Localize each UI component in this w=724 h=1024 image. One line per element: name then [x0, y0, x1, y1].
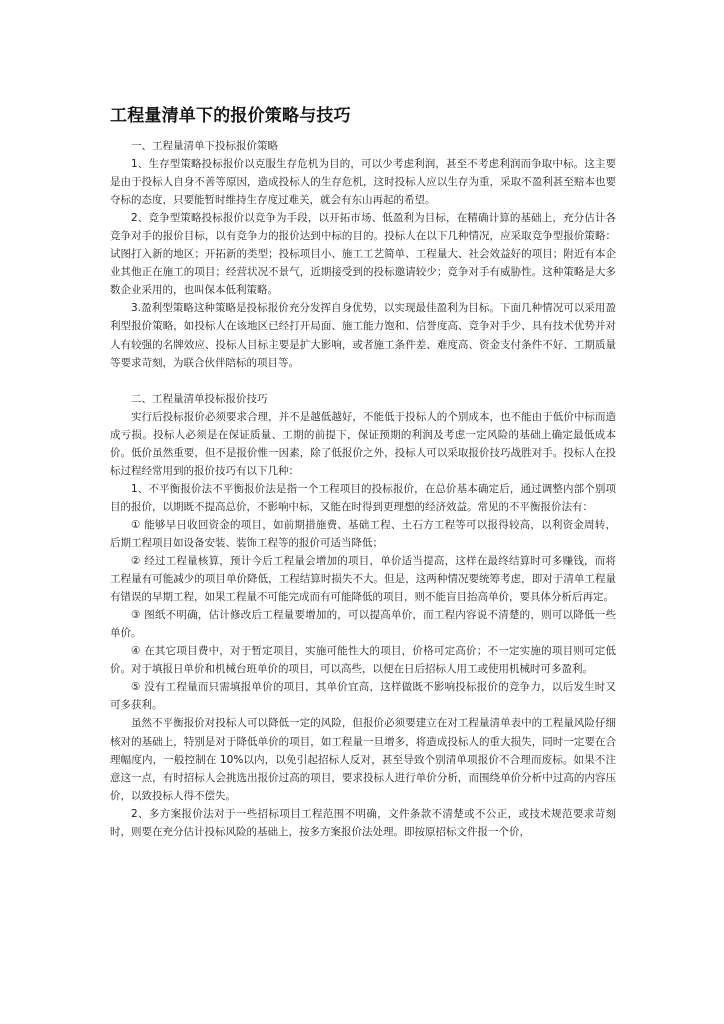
blank-line: [110, 372, 616, 390]
list-item-unit-price-only: ⑤ 没有工程量而只需填报单价的项目，其单价宜高，这样做既不影响投标报价的竞争力，以后发生时又可多获利。: [110, 681, 616, 712]
document-page: [110, 104, 616, 841]
list-item-early-funds: ① 能够早日收回资金的项目，如前期措施费、基础工程、土石方工程等可以报得较高，以利资金周转，后期工程项目如设备安装、装饰工程等的报价可适当降低；: [110, 518, 616, 549]
paragraph-profit-strategy: 3.盈利型策略这种策略是投标报价充分发挥自身优势，以实现最佳盈利为目标。下面几种情况可以采用盈利型报价策略，如投标人在该地区已经打开局面、施工能力饱和、信誉度高、竞争对手少、具有技术优势并对人有较强的名牌效应、投标人目标主要是扩大影响，或者施工条件差、难度高、资金支付条件不好、工期质量等要求苛刻，为联合伙伴陪标的项目等。: [110, 302, 616, 369]
paragraph-unbalanced-risk: 虽然不平衡报价对投标人可以降低一定的风险，但报价必须要建立在对工程量清单表中的工程量风险仔细核对的基础上，特别是对于降低单价的项目，如工程量一旦增多，将造成投标人的重大损失，同时一定要在合理幅度内，一般控制在 10%以内，以免引起招标人反对，甚至导致个别清单项报价不合理而废标。如果不注意这一点，有时招标人会挑选出报价过高的项目，要求投标人进行单价分析，而围绕单价分析中过高的内容压价，以致投标人得不偿失。: [110, 717, 616, 802]
paragraph-survival-strategy: 1、生存型策略投标报价以克服生存危机为目的，可以少考虑利润，甚至不考虑利润而争取中标。这主要是由于投标人自身不善等原因，造成投标人的生存危机，这时投标人应以生存为重，采取不盈利甚至赔本也要夺标的态度，只要能暂时维持生存度过难关，就会有东山再起的希望。: [110, 158, 616, 207]
list-item-unclear-drawings: ③ 图纸不明确，估计修改后工程量要增加的，可以提高单价，而工程内容说不清楚的，则可以降低一些单价。: [110, 609, 616, 640]
section-heading-techniques: 二、工程量清单投标报价技巧: [131, 392, 268, 405]
paragraph-techniques-intro: 实行后投标报价必须要求合理，并不是越低越好，不能低于投标人的个别成本，也不能由于低价中标而造成亏损。投标人必须是在保证质量、工期的前提下，保证预期的利润及考虑一定风险的基础上确定最低成本价。低价虽然重要，但不是报价惟一因素，除了低报价之外，投标人可以采取报价技巧战胜对手。投标人在投标过程经常用到的报价技巧有以下几种：: [110, 410, 616, 477]
paragraph-unbalanced-pricing: 1、不平衡报价法不平衡报价法是指一个工程项目的投标报价，在总价基本确定后，通过调整内部个别项目的报价，以期既不提高总价，不影响中标，又能在时得到更理想的经济效益。常见的不平衡报价法有：: [110, 482, 616, 513]
paragraph-multi-scheme: 2、多方案报价法对于一些招标项目工程范围不明确，文件条款不清楚或不公正，或技术规范要求苛刻时，则要在充分估计投标风险的基础上，按多方案报价法处理。即按原招标文件报一个价，: [110, 807, 616, 838]
list-item-other-fees: ④ 在其它项目费中，对于暂定项目，实施可能性大的项目，价格可定高价；不一定实施的项目则可定低价。对于填报日单价和机械台班单价的项目，可以高些，以便在日后招标人用工或使用机械时可多盈利。: [110, 645, 616, 676]
document-title: 工程量清单下的报价策略与技巧: [110, 106, 351, 126]
list-item-quantity-check: ② 经过工程量核算，预计今后工程量会增加的项目，单价适当提高，这样在最终结算时可多赚钱，而将工程量有可能减少的项目单价降低，工程结算时损失不大。但是，这两种情况要统筹考虑，即对于清单工程量有错误的早期工程，如果工程量不可能完成而有可能降低的项目，则不能盲目抬高单价，要具体分析后再定。: [110, 555, 616, 604]
paragraph-competitive-strategy: 2、竞争型策略投标报价以竞争为手段，以开拓市场、低盈利为目标，在精确计算的基础上，充分估计各竞争对手的报价目标，以有竞争力的报价达到中标的目的。投标人在以下几种情况，应采取竞争型报价策略：试图打入新的地区；开拓新的类型；投标项目小、施工工艺简单、工程量大、社会效益好的项目；附近有本企业其他正在施工的项目；经营状况不景气，近期接受到的投标邀请较少；竞争对手有威胁性。这种策略是大多数企业采用的，也叫保本低利策略。: [110, 212, 616, 297]
section-heading-strategy: 一、工程量清单下投标报价策略: [131, 140, 278, 152]
